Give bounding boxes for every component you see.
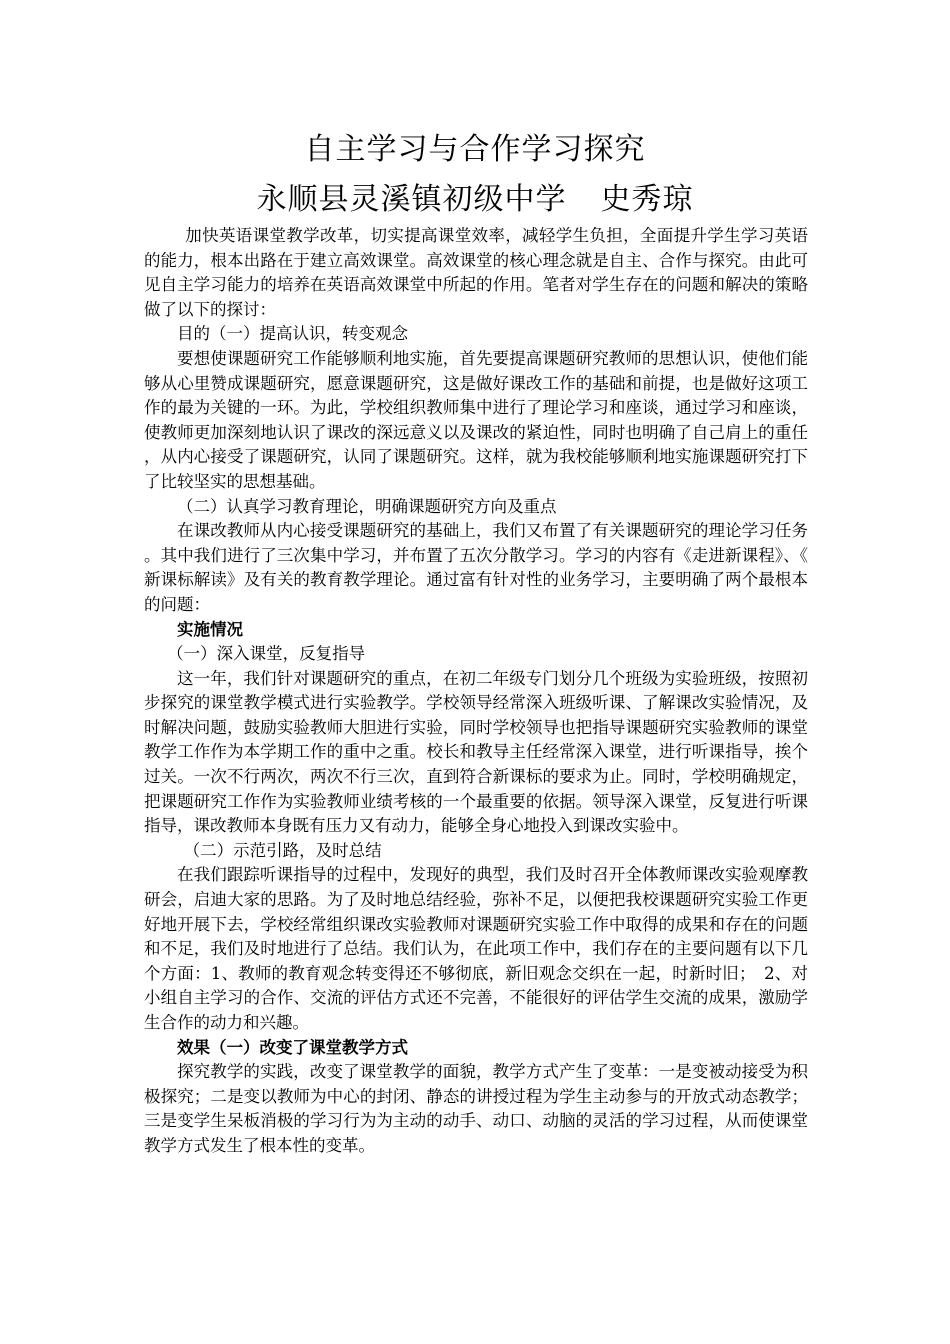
section-1-paragraph: 要想使课题研究工作能够顺利地实施，首先要提高课题研究教师的思想认识，使他们能够从心里赞成课题研究，愿意课题研究，这是做好课改工作的基础和前提，也是做好这项工作的最为关键的一环。为此，学校组织教师集中进行了理论学习和座谈，通过学习和座谈，使教师更加深刻地认识了课改的深远意义以及课改的紧迫性，同时也明确了自己肩上的重任，从内心接受了课题研究，认同了课题研究。这样，就为我校能够顺利地实施课题研究打下了比较坚实的思想基础。: [144, 348, 808, 491]
author-line: [0, 182, 950, 218]
section-1-heading: 目的（一）提高认识，转变观念: [177, 324, 408, 344]
implementation-2-heading: （二）示范引路，及时总结: [183, 840, 382, 860]
document-body: [144, 224, 808, 1159]
section-2-paragraph: 在课改教师从内心接受课题研究的基础上，我们又布置了有关课题研究的理论学习任务。其中我们进行了三次集中学习，并布置了五次分散学习。学习的内容有《走进新课程》、《新课标解读》及有关的教育教学理论。通过富有针对性的业务学习，主要明确了两个最根本的问题：: [144, 521, 808, 614]
effect-heading: 效果（一）改变了课堂教学方式: [177, 1037, 408, 1057]
intro-paragraph: 加快英语课堂教学改革，切实提高课堂效率，减轻学生负担，全面提升学生学习英语的能力，根本出路在于建立高效课堂。高效课堂的核心理念就是自主、合作与探究。由此可见自主学习能力的培养在英语高效课堂中所起的作用。笔者对学生存在的问题和解决的策略做了以下的探讨：: [144, 226, 808, 319]
author-name: 史秀琼: [600, 182, 694, 217]
implementation-1-heading: （一）深入课堂，反复指导: [167, 644, 366, 664]
section-2-heading: （二）认真学习教育理论，明确课题研究方向及重点: [177, 496, 557, 516]
implementation-1-paragraph: 这一年，我们针对课题研究的重点，在初二年级专门划分几个班级为实验班级，按照初步探究的课堂教学模式进行实验教学。学校领导经常深入班级听课、了解课改实验情况，及时解决问题，鼓励实验教师大胆进行实验，同时学校领导也把指导课题研究实验教师的课堂教学工作作为本学期工作的重中之重。校长和教导主任经常深入课堂，进行听课指导，挨个过关。一次不行两次，两次不行三次，直到符合新课标的要求为止。同时，学校明确规定，把课题研究工作作为实验教师业绩考核的一个最重要的依据。领导深入课堂，反复进行听课指导，课改教师本身既有压力又有动力，能够全身心地投入到课改实验中。: [144, 668, 808, 836]
author-school: 永顺县灵溪镇初级中学: [256, 182, 567, 217]
implementation-heading: 实施情况: [177, 619, 243, 639]
implementation-2-paragraph: 在我们跟踪听课指导的过程中，发现好的典型，我们及时召开全体教师课改实验观摩教研会，启迪大家的思路。为了及时地总结经验，弥补不足，以便把我校课题研究实验工作更好地开展下去，学校经常组织课改实验教师对课题研究实验工作中取得的成果和存在的问题和不足，我们及时地进行了总结。我们认为，在此项工作中，我们存在的主要问题有以下几个方面：1、教师的教育观念转变得还不够彻底，新旧观念交织在一起，时新时旧； 2、对小组自主学习的合作、交流的评估方式还不完善，不能很好的评估学生交流的成果，激励学生合作的动力和兴趣。: [144, 865, 808, 1032]
effect-paragraph: 探究教学的实践，改变了课堂教学的面貌，教学方式产生了变革：一是变被动接受为积极探究；二是变以教师为中心的封闭、静态的讲授过程为学生主动参与的开放式动态教学；三是变学生呆板消极的学习行为为主动的动手、动口、动脑的灵活的学习过程，从而使课堂教学方式发生了根本性的变革。: [144, 1062, 808, 1155]
document-title: 自主学习与合作学习探究: [304, 132, 646, 167]
